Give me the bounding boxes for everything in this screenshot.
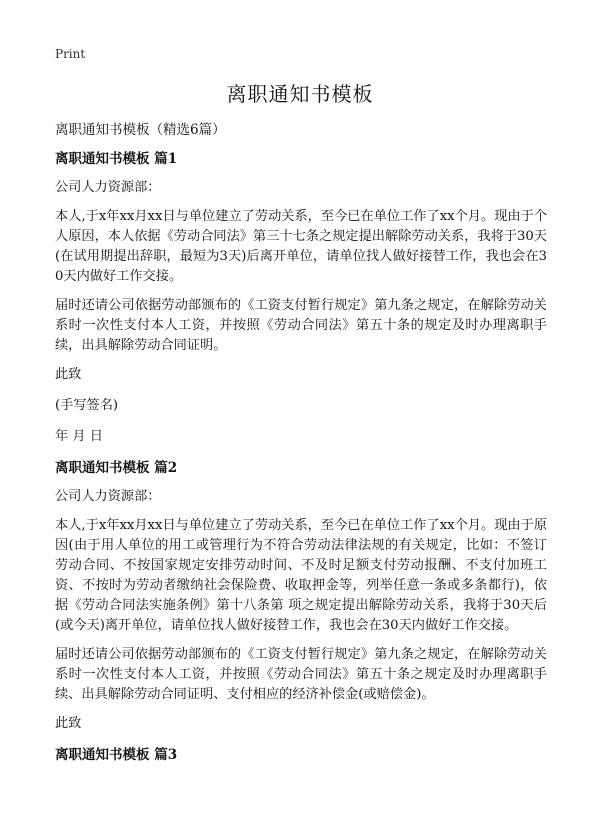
print-label[interactable]: Print [55, 47, 86, 61]
section-2 [55, 458, 547, 734]
closing: 此致 [55, 716, 82, 731]
date-line: 年 月 日 [55, 429, 103, 444]
page-title: 离职通知书模板 [226, 82, 374, 106]
body-paragraph: 本人,于x年xx月xx日与单位建立了劳动关系，至今已在单位工作了xx个月。现由于个人原因，本人依据《劳动合同法》第三十七条之规定提出解除劳动关系，我将于30天(在试用期提出辞职，最短为3天)后离开单位，请单位找人做好接替工作，我也会在30天内做好工作交接。 [55, 209, 547, 284]
document-subtitle: 离职通知书模板（精选6篇） [55, 122, 226, 138]
section-1 [55, 149, 547, 447]
greeting: 公司人力资源部： [55, 489, 161, 504]
section-heading: 离职通知书模板 篇2 [55, 460, 178, 476]
signature: (手写签名) [55, 398, 119, 413]
body-paragraph: 届时还请公司依据劳动部颁布的《工资支付暂行规定》第九条之规定，在解除劳动关系时一次性支付本人工资，并按照《劳动合同法》第五十条之规定及时办理离职手续、出具解除劳动合同证明、支付相应的经济补偿金(或赔偿金)。 [55, 647, 547, 702]
section-heading: 离职通知书模板 篇1 [55, 151, 178, 167]
greeting: 公司人力资源部： [55, 180, 161, 195]
body-paragraph: 届时还请公司依据劳动部颁布的《工资支付暂行规定》第九条之规定，在解除劳动关系时一次性支付本人工资，并按照《劳动合同法》第五十条的规定及时办理离职手续，出具解除劳动合同证明。 [55, 298, 547, 353]
body-paragraph: 本人,于x年xx月xx日与单位建立了劳动关系，至今已在单位工作了xx个月。现由于原因(由于用人单位的用工或管理行为不符合劳动法律法规的有关规定，比如：不签订劳动合同、不按国家规定安排劳动时间、不及时足额支付劳动报酬、不支付加班工资、不按时为劳动者缴纳社会保险费、收取押金等，列举任意一条或多条都行)，依据《劳动合同法实施条例》第十八条第 项之规定提出解除劳动关系，我将于30天后(或今天)离开单位，请单位找人做好接替工作，我也会在30天内做好工作交接。 [55, 518, 547, 633]
section-heading: 离职通知书模板 篇3 [55, 747, 178, 763]
document-body [55, 120, 547, 774]
closing: 此致 [55, 367, 82, 382]
section-3 [55, 745, 547, 765]
